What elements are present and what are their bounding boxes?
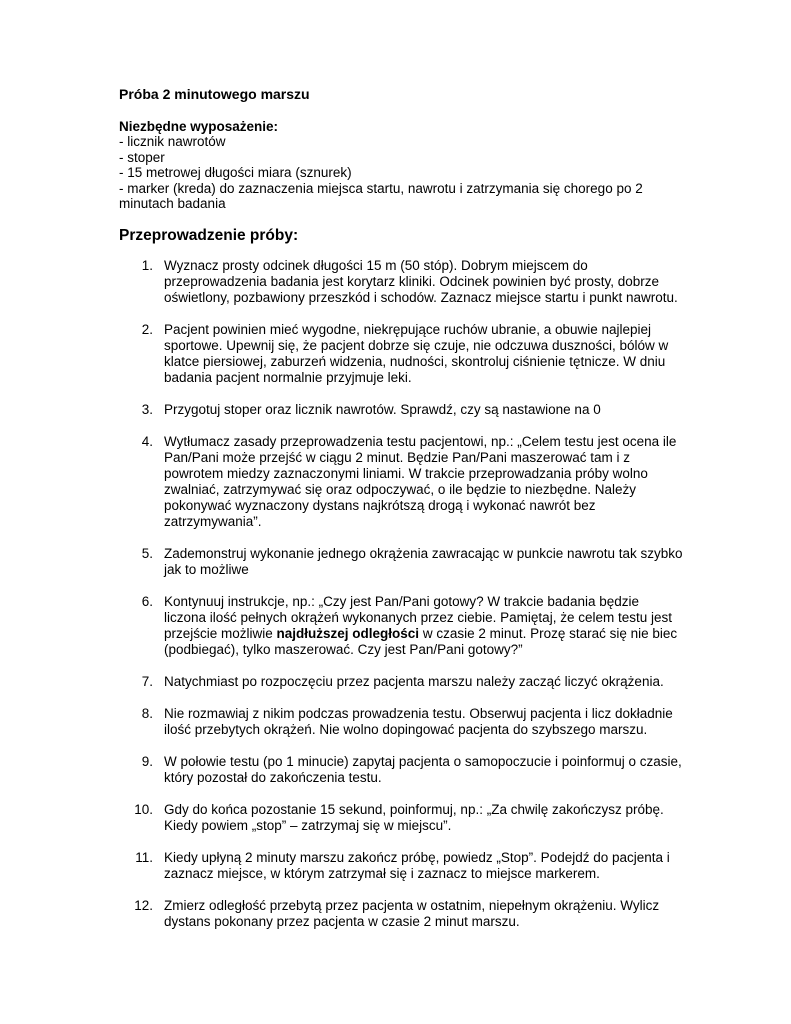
step-text: Wytłumacz zasady przeprowadzenia testu pacjentowi, np.: „Celem testu jest ocena ile Pan/Pani może przejść w ciągu 2 minut. Będzie Pan/Pani maszerować tam i z powrotem miedzy zaznaczonymi liniami. W trakcie przeprowadzania próby wolno zwalniać, zatrzymywać się oraz odpoczywać, o ile będzie to niezbędne. Należy pokonywać wyznaczony dystans najkrótszą drogą i wykonać nawrót bez zatrzymywania”.	[164, 434, 677, 529]
procedure-step	[0, 322, 791, 386]
step-number: 9.	[141, 754, 153, 769]
step-number: 1.	[141, 258, 153, 273]
step-text: Zmierz odległość przebytą przez pacjenta w ostatnim, niepełnym okrążeniu. Wylicz dystans pokonany przez pacjenta w czasie 2 minut marszu.	[164, 898, 660, 929]
step-text: Nie rozmawiaj z nikim podczas prowadzenia testu. Obserwuj pacjenta i licz dokładnie ilość przebytych okrążeń. Nie wolno dopingować pacjenta do szybszego marszu.	[164, 706, 673, 737]
step-text	[164, 594, 684, 658]
step-number: 8.	[141, 706, 153, 721]
step-number: 7.	[141, 674, 153, 689]
step-text: Gdy do końca pozostanie 15 sekund, poinformuj, np.: „Za chwilę zakończysz próbę. Kiedy powiem „stop” – zatrzymaj się w miejscu”.	[164, 802, 664, 833]
equipment-item: - licznik nawrotów	[119, 134, 226, 149]
equipment-heading: Niezbędne wyposażenie:	[119, 119, 279, 134]
step-text: Wyznacz prosty odcinek długości 15 m (50 stóp). Dobrym miejscem do przeprowadzenia badania jest korytarz kliniki. Odcinek powinien być prosty, dobrze oświetlony, pozbawiony przeszkód i schodów. Zaznacz miejsce startu i punkt nawrotu.	[164, 258, 678, 305]
procedure-heading: Przeprowadzenie próby:	[119, 227, 299, 244]
procedure-step	[0, 898, 791, 930]
step-number: 3.	[141, 402, 153, 417]
procedure-step	[0, 434, 791, 530]
step-number: 2.	[141, 322, 153, 337]
step-text-part: Kontynuuj instrukcje, np.: „Czy jest Pan/Pani gotowy? W trakcie badania będzie liczona ilość pełnych okrążeń wykonanych przez ciebie. Pamiętaj, że celem testu jest przejście możliwie	[164, 594, 672, 641]
procedure-step	[0, 706, 791, 738]
equipment-item: - 15 metrowej długości miara (sznurek)	[119, 165, 352, 180]
step-text: W połowie testu (po 1 minucie) zapytaj pacjenta o samopoczucie i poinformuj o czasie, który pozostał do zakończenia testu.	[164, 754, 682, 785]
step-text: Pacjent powinien mieć wygodne, niekrępujące ruchów ubranie, a obuwie najlepiej sportowe. Upewnij się, że pacjent dobrze się czuje, nie odczuwa duszności, bólów w klatce piersiowej, zaburzeń widzenia, nudności, skontroluj ciśnienie tętnicze. W dniu badania pacjent normalnie przyjmuje leki.	[164, 322, 669, 385]
step-number: 10.	[134, 802, 153, 817]
procedure-step	[0, 402, 791, 418]
document-title: Próba 2 minutowego marszu	[119, 86, 310, 102]
step-number: 11.	[135, 850, 153, 865]
step-text-emphasis: najdłuższej odległości	[276, 626, 420, 641]
procedure-steps	[0, 258, 791, 946]
equipment-item: - stoper	[119, 149, 165, 165]
step-text: Zademonstruj wykonanie jednego okrążenia zawracając w punkcie nawrotu tak szybko jak to możliwe	[164, 546, 683, 577]
procedure-step	[0, 258, 791, 306]
step-number: 4.	[141, 434, 153, 449]
equipment-item: - marker (kreda) do zaznaczenia miejsca startu, nawrotu i zatrzymania się chorego po 2 minutach badania	[119, 180, 643, 211]
step-number: 12.	[134, 898, 153, 913]
step-text: Natychmiast po rozpoczęciu przez pacjenta marszu należy zacząć liczyć okrążenia.	[164, 674, 664, 689]
procedure-step	[0, 674, 791, 690]
step-number: 5.	[141, 546, 153, 561]
procedure-step	[0, 754, 791, 786]
procedure-step	[0, 594, 791, 658]
step-number: 6.	[141, 594, 153, 609]
step-text: Kiedy upłyną 2 minuty marszu zakończ próbę, powiedz „Stop”. Podejdź do pacjenta i zaznacz miejsce, w którym zatrzymał się i zaznacz to miejsce markerem.	[164, 850, 670, 881]
procedure-step	[0, 546, 791, 578]
procedure-step	[0, 802, 791, 834]
procedure-step	[0, 850, 791, 882]
step-text: Przygotuj stoper oraz licznik nawrotów. Sprawdź, czy są nastawione na 0	[164, 402, 601, 417]
equipment-list	[119, 134, 679, 212]
step-text-part: w czasie 2 minut. Prozę starać się nie biec (podbiegać), tylko maszerować. Czy jest Pan/Pani gotowy?”	[164, 626, 678, 657]
